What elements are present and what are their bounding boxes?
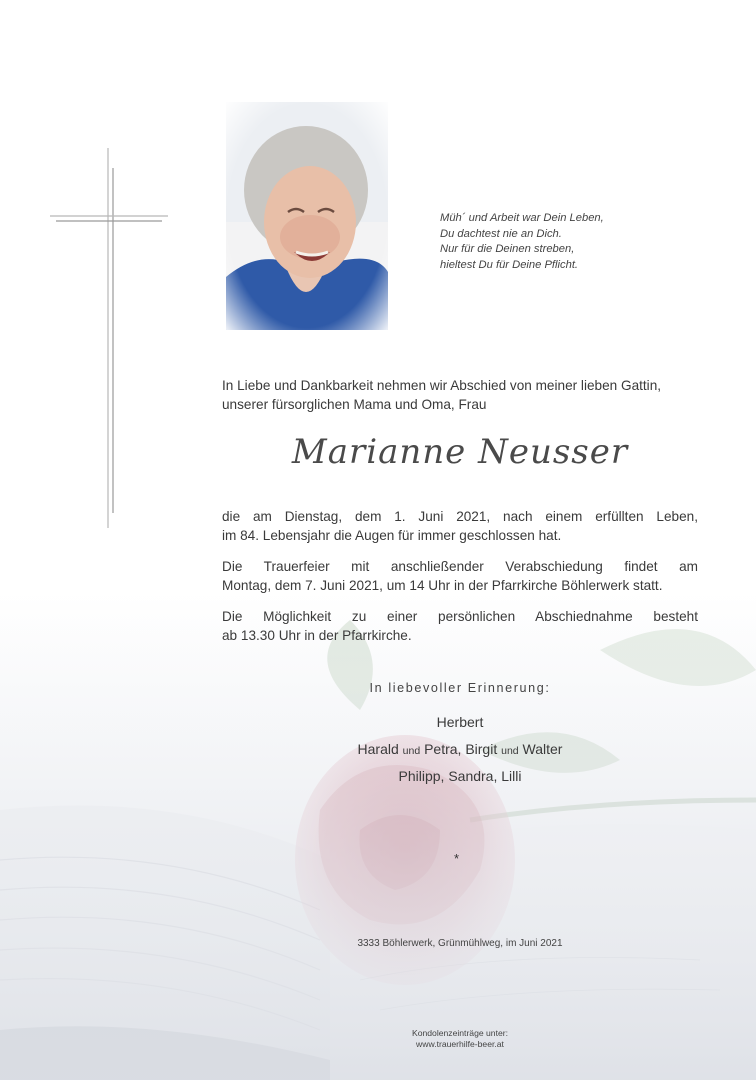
death-notice-paragraph bbox=[222, 507, 698, 545]
farewell-paragraph bbox=[222, 607, 698, 645]
family-line-3: Philipp, Sandra, Lilli bbox=[398, 768, 522, 784]
footer-label: Kondolenzeinträge unter: bbox=[411, 1028, 509, 1038]
family-line-2 bbox=[222, 741, 698, 757]
intro-text bbox=[222, 376, 698, 414]
family-name: Petra, Birgit bbox=[424, 741, 498, 757]
star-symbol: * bbox=[454, 851, 460, 866]
family-name: Walter bbox=[522, 741, 563, 757]
poem bbox=[440, 211, 604, 273]
family-line-1: Herbert bbox=[436, 714, 484, 730]
portrait-photo bbox=[226, 102, 388, 330]
paragraph-line: die am Dienstag, dem 1. Juni 2021, nach einem erfüllten Leben, bbox=[222, 509, 698, 524]
paragraph-line: im 84. Lebensjahr die Augen für immer geschlossen hat. bbox=[222, 528, 562, 543]
poem-line: Nur für die Deinen streben, bbox=[440, 243, 575, 255]
place-date: 3333 Böhlerwerk, Grünmühlweg, im Juni 2021 bbox=[357, 938, 563, 949]
intro-line-2: unserer fürsorglichen Mama und Oma, Frau bbox=[222, 397, 487, 412]
poem-line: Du dachtest nie an Dich. bbox=[440, 227, 562, 240]
poem-line: hieltest Du für Deine Pflicht. bbox=[440, 258, 579, 271]
funeral-paragraph bbox=[222, 557, 698, 595]
memory-heading: In liebevoller Erinnerung: bbox=[369, 681, 551, 695]
deceased-name: Marianne Neusser bbox=[291, 432, 629, 472]
paragraph-line: Die Möglichkeit zu einer persönlichen Abschiednahme besteht bbox=[222, 609, 698, 624]
footer bbox=[222, 1028, 698, 1049]
intro-line-1: In Liebe und Dankbarkeit nehmen wir Abschied von meiner lieben Gattin, bbox=[222, 378, 662, 393]
family-connector: und bbox=[402, 745, 421, 757]
cross-icon bbox=[50, 148, 168, 528]
family-connector: und bbox=[501, 745, 519, 757]
poem-line: Müh´ und Arbeit war Dein Leben, bbox=[440, 212, 604, 224]
paragraph-line: Montag, dem 7. Juni 2021, um 14 Uhr in der Pfarrkirche Böhlerwerk statt. bbox=[222, 578, 663, 593]
footer-website: www.trauerhilfe-beer.at bbox=[416, 1038, 504, 1049]
family-name: Harald bbox=[357, 741, 399, 757]
paragraph-line: Die Trauerfeier mit anschließender Verabschiedung findet am bbox=[222, 559, 698, 574]
paragraph-line: ab 13.30 Uhr in der Pfarrkirche. bbox=[222, 628, 412, 643]
